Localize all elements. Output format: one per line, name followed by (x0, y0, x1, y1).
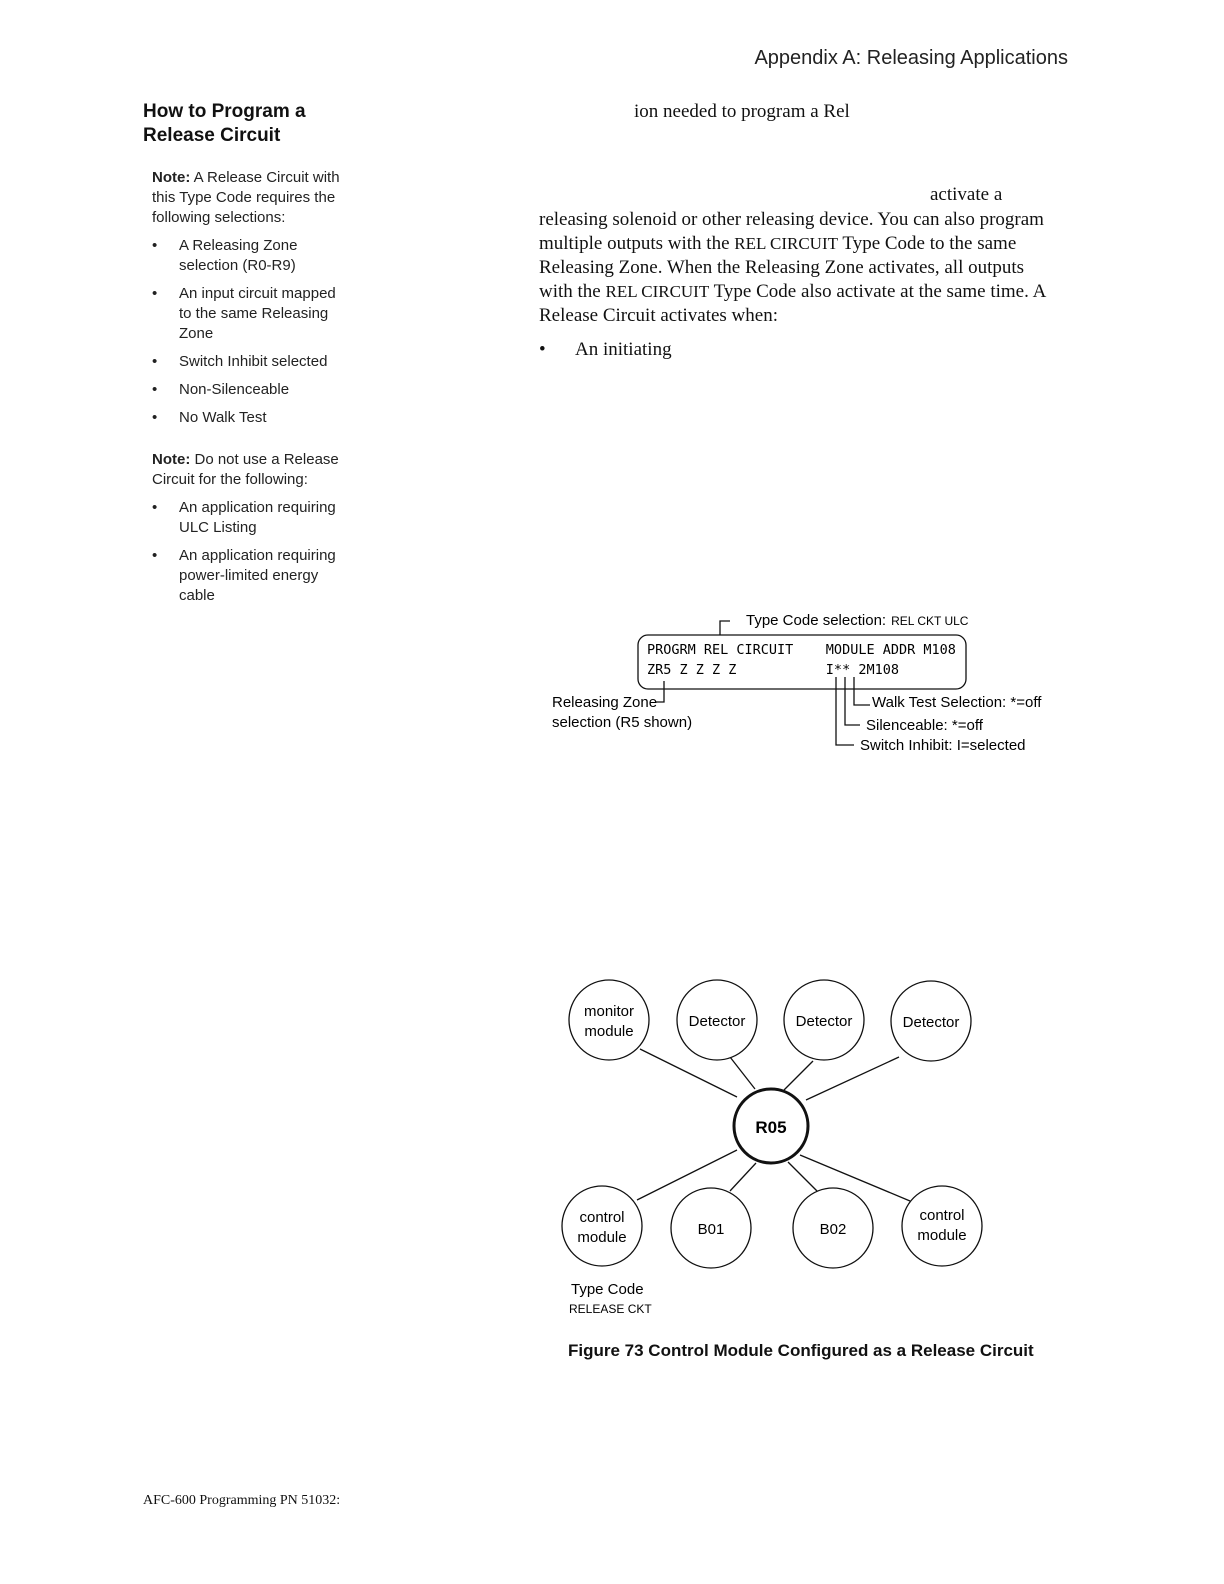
activate-fragment: activate a (930, 184, 1003, 205)
zone-label-line1: Releasing Zone (552, 694, 658, 711)
type-code-label-text: Type Code selection: (746, 612, 887, 629)
connector-line (788, 1162, 817, 1191)
bottom-node-control-module-1 (562, 1186, 642, 1266)
silenceable-callout-line (845, 677, 860, 725)
top-node-detector-3 (891, 981, 971, 1061)
lcd-line-2: ZR5 Z Z Z Z I** 2M108 (647, 662, 899, 678)
body-paragraph (539, 208, 1059, 328)
list-item (152, 408, 352, 428)
para-text: Type Code to the same Releasing Zone. When the Releasing Zone activates, all outputs with the (539, 233, 1025, 302)
connector-line (784, 1061, 813, 1090)
connector-line (730, 1163, 756, 1191)
bullet: • (152, 353, 158, 370)
note-body: A Release Circuit with this Type Code requires the following selections: (152, 169, 340, 226)
center-label: R05 (755, 1118, 787, 1137)
note-label: Note: (152, 451, 191, 468)
section-title (143, 100, 373, 148)
restrictions-list (152, 498, 352, 606)
lcd-screen-figure (540, 605, 1080, 765)
top-node-detector-2 (784, 980, 864, 1060)
walk-test-label: Walk Test Selection: *=off (872, 694, 1042, 711)
node-circle (569, 980, 649, 1060)
note-restrictions (152, 450, 352, 614)
section-title-line2: Release Circuit (143, 125, 281, 146)
node-label: control (579, 1209, 625, 1226)
list-item-text: An input circuit mapped to the same Releasing Zone (179, 285, 336, 342)
bullet-text: An initiating (575, 339, 672, 360)
switch-inhibit-label: Switch Inhibit: I=selected (860, 737, 1026, 754)
connector-line (730, 1057, 755, 1089)
section-title-line1: How to Program a (143, 101, 306, 122)
para-text: Type Code also activate at the same time. A Release Circuit activates when: (539, 281, 1046, 326)
release-circuit-diagram (540, 970, 1080, 1330)
type-code-value: REL CKT ULC (891, 614, 969, 628)
list-item (152, 236, 352, 276)
node-label: monitor (583, 1003, 635, 1020)
para-text: releasing solenoid or other releasing device. You can also program multiple outputs with the (539, 209, 1044, 254)
page-header-title: Appendix A: Releasing Applications (754, 47, 1068, 69)
bullet: • (152, 499, 158, 516)
node-label: Detector (795, 1013, 853, 1030)
node-label: B01 (697, 1221, 725, 1238)
bullet-item (539, 339, 672, 361)
type-code-label: Type Code (571, 1281, 644, 1298)
node-label: B02 (819, 1221, 847, 1238)
bullet: • (539, 339, 546, 360)
bullet: • (152, 409, 158, 426)
node-label: Detector (688, 1013, 746, 1030)
note-restrictions-text (152, 450, 352, 490)
list-item-text: Non-Silenceable (179, 381, 290, 398)
bullet: • (152, 285, 158, 302)
type-code-value: RELEASE CKT (569, 1302, 652, 1316)
list-item-text: No Walk Test (179, 409, 267, 426)
note-requirements (152, 168, 352, 436)
top-node-detector-1 (677, 980, 757, 1060)
node-circle (902, 1186, 982, 1266)
bullet: • (152, 237, 158, 254)
note-requirements-text (152, 168, 352, 228)
list-item (152, 352, 352, 372)
requirements-list (152, 236, 352, 428)
lcd-line-1: PROGRM REL CIRCUIT MODULE ADDR M108 (647, 642, 956, 658)
node-label: module (584, 1023, 634, 1040)
list-item (152, 380, 352, 400)
list-item-text: A Releasing Zone selection (R0-R9) (179, 237, 298, 274)
intro-fragment: ion needed to program a Rel (634, 101, 850, 122)
bullet: • (152, 381, 158, 398)
node-label: module (577, 1229, 627, 1246)
node-circle (562, 1186, 642, 1266)
zone-callout-line (656, 681, 664, 702)
zone-label-line2: selection (R5 shown) (552, 714, 693, 731)
list-item-text: Switch Inhibit selected (179, 353, 328, 370)
bottom-node-b02 (793, 1188, 873, 1268)
list-item-text: An application requiring power-limited energy cable (179, 547, 336, 604)
node-label: module (917, 1227, 967, 1244)
bullet: • (152, 547, 158, 564)
list-item-text: An application requiring ULC Listing (179, 499, 336, 536)
bottom-node-b01 (671, 1188, 751, 1268)
type-code-term: REL CIRCUIT (605, 282, 710, 301)
list-item (152, 546, 352, 606)
list-item (152, 284, 352, 344)
bottom-node-control-module-2 (902, 1186, 982, 1266)
node-label: Detector (902, 1014, 960, 1031)
note-body: Do not use a Release Circuit for the following: (152, 451, 339, 488)
type-code-term: REL CIRCUIT (734, 234, 839, 253)
node-label: control (919, 1207, 965, 1224)
page-footer: AFC-600 Programming PN 51032: (143, 1493, 341, 1508)
type-code-label (746, 612, 969, 629)
connector-line (806, 1057, 899, 1100)
top-node-monitor-module (569, 980, 649, 1060)
list-item (152, 498, 352, 538)
silenceable-label: Silenceable: *=off (866, 717, 983, 734)
figure-caption: Figure 73 Control Module Configured as a Release Circuit (568, 1341, 1034, 1360)
note-label: Note: (152, 169, 191, 186)
center-node-releasing-zone (734, 1089, 808, 1163)
walk-test-callout-line (854, 677, 870, 705)
type-code-callout-line (720, 621, 730, 635)
